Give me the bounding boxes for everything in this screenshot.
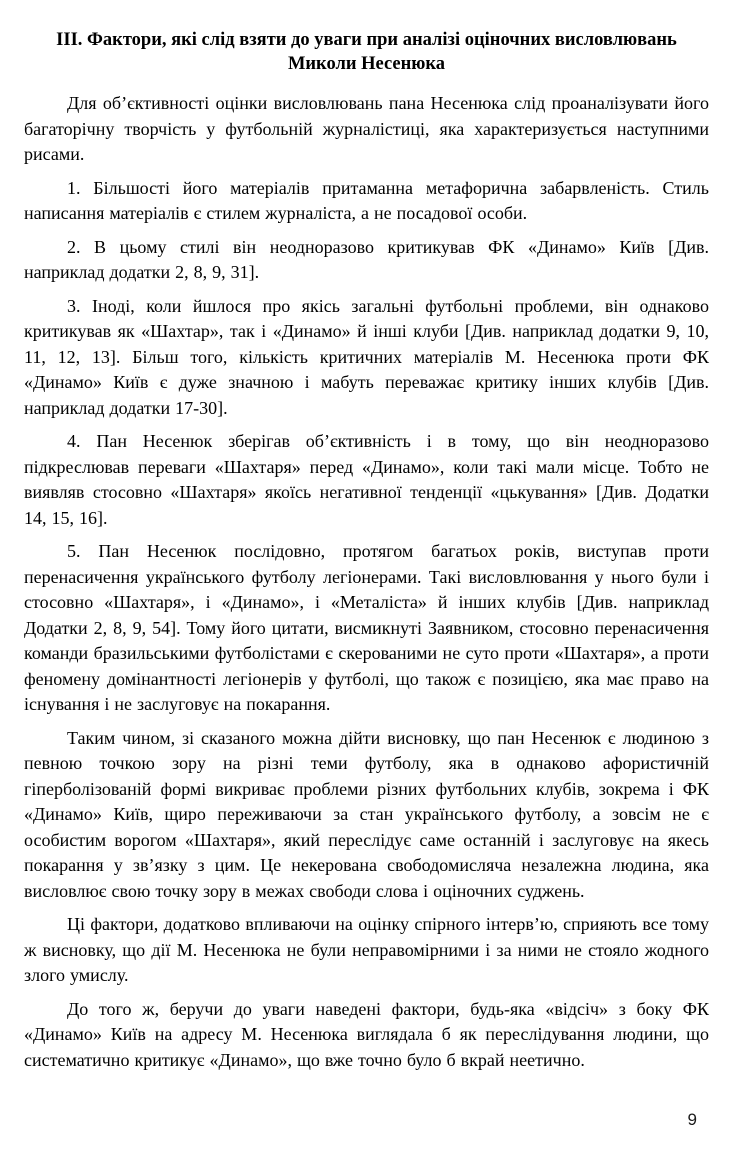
- paragraph-point-5: 5. Пан Несенюк послідовно, протягом багатьох років, виступав проти перенасичення українського футболу легіонерами. Такі висловлювання у нього були і стосовно «Шахтаря», і «Динамо», і «Металіста» й інших клубів [Див. наприклад Додатки 2, 8, 9, 54]. Тому його цитати, висмикнуті Заявником, стосовно перенасичення команди бразильськими футболістами є скерованими не суто проти «Шахтаря», а проти феномену домінантності легіонерів у футболі, що також є позицією, яка має право на існування і не заслуговує на покарання.: [24, 541, 709, 714]
- paragraph-point-4: 4. Пан Несенюк зберігав об’єктивність і в тому, що він неодноразово підкреслював переваги «Шахтаря» перед «Динамо», коли такі мали місце. Тобто не виявляв стосовно «Шахтаря» якоїсь негативної тенденції «цькування» [Див. Додатки 14, 15, 16].: [24, 431, 709, 528]
- paragraph-point-2: 2. В цьому стилі він неодноразово критикував ФК «Динамо» Київ [Див. наприклад додатки 2, 8, 9, 31].: [24, 236, 709, 282]
- paragraph-point-1: 1. Більшості його матеріалів притаманна метафорична забарвленість. Стиль написання матеріалів є стилем журналіста, а не посадової особи.: [24, 177, 709, 223]
- section-heading: III. Фактори, які слід взяти до уваги при аналізі оціночних висловлювань Миколи Несенюка: [56, 30, 677, 74]
- paragraph-point-3: 3. Іноді, коли йшлося про якісь загальні футбольні проблеми, він однаково критикував як «Шахтар», так і «Динамо» й інші клуби [Див. наприклад додатки 9, 10, 11, 12, 13]. Більш того, кількість критичних матеріалів М. Несенюка проти ФК «Динамо» Київ є дуже значною і мабуть переважає критику інших клубів [Див. наприклад додатки 17-30].: [24, 295, 709, 418]
- paragraph-factors-summary: Ці фактори, додатково впливаючи на оцінку спірного інтерв’ю, сприяють все тому ж висновку, що дії М. Несенюка не були неправомірними і за ними не стояло жодного злого умислу.: [24, 914, 709, 985]
- document-content: [24, 28, 709, 1081]
- paragraph-conclusion: Таким чином, зі сказаного можна дійти висновку, що пан Несенюк є людиною з певною точкою зору на різні теми футболу, яка в однаково афористичній гіперболізованій формі викриває проблеми різних футбольних клубів, зокрема і ФК «Динамо» Київ, щиро переживаючи за стан українського футболу, а зовсім не є особистим ворогом «Шахтаря», який переслідує саме останній і заслуговує на якесь покарання у зв’язку з цим. Це некерована свободомисляча незалежна людина, яка висловлює свою точку зору в межах свободи слова і оціночних суджень.: [24, 727, 709, 901]
- paragraph-closing: До того ж, беручи до уваги наведені фактори, будь-яка «відсіч» з боку ФК «Динамо» Київ на адресу М. Несенюка виглядала б як переслідування людини, що систематично критикує «Динамо», що вже точно було б вкрай неетично.: [24, 998, 709, 1070]
- page-number: 9: [687, 1110, 697, 1129]
- paragraph-intro: Для об’єктивності оцінки висловлювань пана Несенюка слід проаналізувати його багаторічну творчість у футбольній журналістиці, яка характеризується наступними рисами.: [24, 93, 709, 164]
